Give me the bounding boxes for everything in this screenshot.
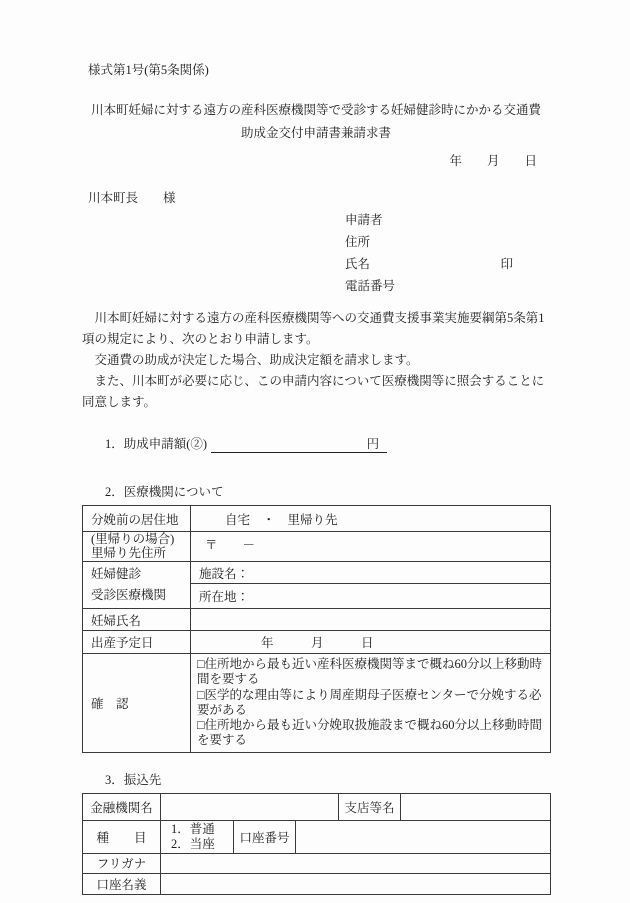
table-row bbox=[83, 631, 551, 654]
due-date-value: 年 月 日 bbox=[191, 631, 551, 654]
satogaeri-label-line2: 里帰り先住所 bbox=[91, 545, 167, 560]
account-type-option-1: 1．普通 bbox=[171, 822, 215, 837]
applicant-heading: 申請者 bbox=[345, 213, 383, 227]
due-date-label: 出産予定日 bbox=[83, 631, 191, 654]
bank-label: 金融機関名 bbox=[83, 793, 161, 820]
residence-value: 自宅 ・ 里帰り先 bbox=[191, 506, 551, 532]
confirm-label: 確 認 bbox=[83, 654, 191, 753]
medical-info-table bbox=[82, 505, 551, 753]
furigana-value bbox=[161, 853, 551, 873]
body-paragraph: 川本町妊婦に対する遠方の産科医療機関等への交通費支援事業実施要綱第5条第1項の規定により、次のとおり申請します。 bbox=[82, 311, 545, 346]
table-row bbox=[83, 654, 551, 753]
body-paragraph: 交通費の助成が決定した場合、助成決定額を請求します。 bbox=[94, 353, 419, 367]
account-number-value bbox=[296, 820, 551, 853]
confirm-checklist bbox=[191, 654, 551, 753]
section1-label: 1．助成申請額(②) bbox=[105, 437, 208, 451]
confirm-item-checkbox: □住所地から最も近い産科医療機関等まで概ね60分以上移動時間を要する bbox=[197, 657, 543, 687]
table-row bbox=[83, 853, 551, 873]
form-number: 様式第1号(第5条関係) bbox=[88, 63, 209, 77]
section2-heading: 2．医療機関について bbox=[105, 485, 224, 499]
table-row bbox=[83, 873, 551, 894]
account-holder-value bbox=[161, 873, 551, 894]
form-title bbox=[82, 99, 550, 145]
section3-heading: 3．振込先 bbox=[105, 772, 162, 787]
form-title-line1: 川本町妊婦に対する遠方の産科医療機関等で受診する妊婦健診時にかかる交通費 bbox=[90, 103, 541, 117]
satogaeri-label bbox=[83, 532, 191, 562]
account-type-options bbox=[161, 820, 234, 853]
amount-field bbox=[211, 434, 387, 453]
clinic-label-line1: 妊婦健診 bbox=[91, 567, 142, 581]
applicant-name-label: 氏名 bbox=[345, 257, 371, 271]
confirm-item-checkbox: □住所地から最も近い分娩取扱施設まで概ね60分以上移動時間を要する bbox=[197, 718, 543, 748]
bank-value bbox=[161, 793, 339, 820]
table-row bbox=[83, 793, 551, 820]
clinic-label-line2: 受診医療機関 bbox=[91, 588, 167, 602]
amount-unit: 円 bbox=[366, 437, 380, 451]
body-text bbox=[82, 308, 550, 413]
applicant-block bbox=[345, 209, 550, 297]
account-type-label: 種 目 bbox=[83, 820, 161, 853]
furigana-label: フリガナ bbox=[83, 853, 161, 873]
table-row bbox=[83, 820, 551, 853]
satogaeri-label-line1: (里帰りの場合) bbox=[91, 532, 175, 546]
seal-label: 印 bbox=[500, 257, 513, 271]
addressee: 川本町長 様 bbox=[88, 191, 176, 205]
body-paragraph: また、川本町が必要に応じ、この申請内容について医療機関等に照会することに同意します。 bbox=[82, 374, 545, 409]
bank-info-table bbox=[82, 793, 551, 895]
clinic-label bbox=[83, 562, 191, 609]
section1-amount-line bbox=[105, 434, 550, 453]
table-row bbox=[83, 506, 551, 532]
account-holder-label: 口座名義 bbox=[83, 873, 161, 894]
form-title-line2: 助成金交付申請書兼請求書 bbox=[240, 126, 391, 140]
date-line: 年 月 日 bbox=[449, 154, 537, 168]
applicant-phone-label: 電話番号 bbox=[345, 279, 396, 293]
facility-address-field: 所在地： bbox=[191, 584, 551, 609]
applicant-address-label: 住所 bbox=[345, 235, 371, 249]
residence-label: 分娩前の居住地 bbox=[83, 506, 191, 532]
account-type-option-2: 2．当座 bbox=[171, 836, 215, 851]
mother-name-label: 妊婦氏名 bbox=[83, 609, 191, 631]
satogaeri-postal-value: 〒 － bbox=[191, 532, 551, 562]
branch-value bbox=[401, 793, 551, 820]
account-number-label: 口座番号 bbox=[234, 820, 296, 853]
confirm-item-checkbox: □医学的な理由等により周産期母子医療センターで分娩する必要がある bbox=[197, 687, 542, 717]
table-row bbox=[83, 532, 551, 562]
mother-name-value bbox=[191, 609, 551, 631]
facility-name-field: 施設名： bbox=[191, 562, 551, 584]
table-row bbox=[83, 609, 551, 631]
applicant-name-line bbox=[345, 253, 513, 275]
table-row bbox=[83, 562, 551, 584]
branch-label: 支店等名 bbox=[339, 793, 401, 820]
